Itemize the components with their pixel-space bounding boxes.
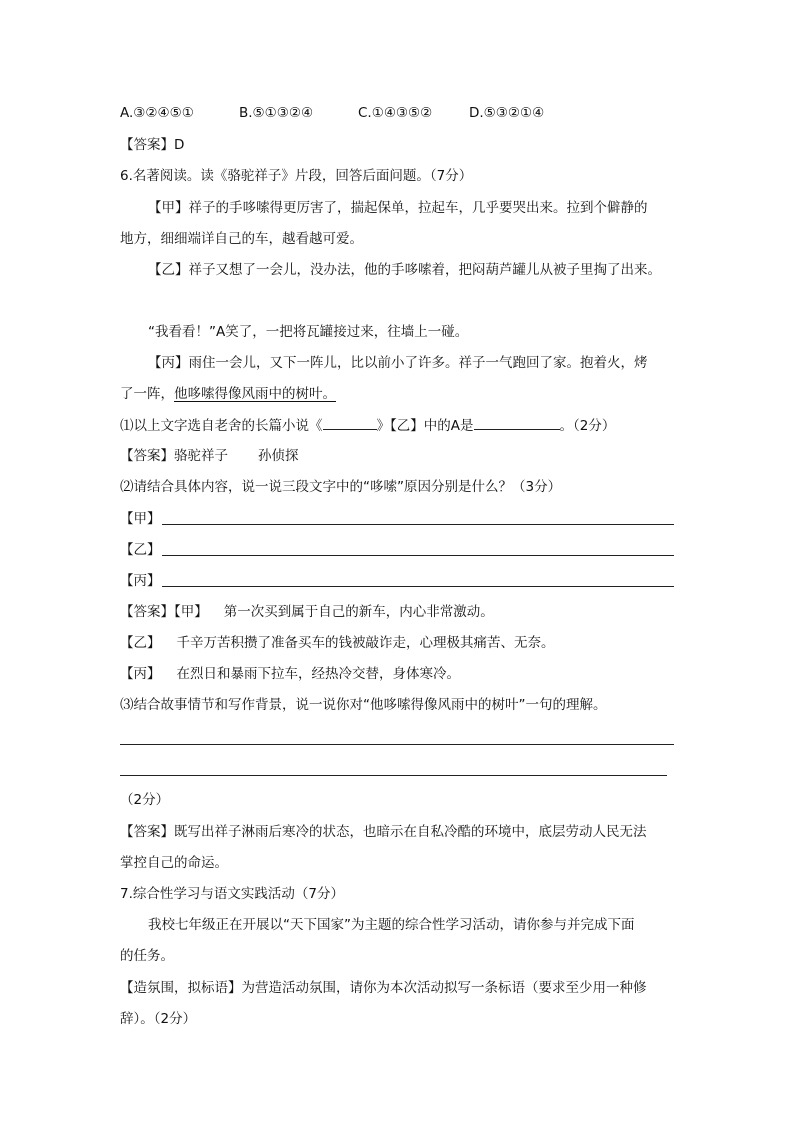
sub-question-2: ⑵请结合具体内容，说一说三段文字中的“哆嗦”原因分别是什么？（3分） (120, 479, 562, 495)
ans-yi-label: 【乙】 (120, 635, 161, 651)
answer-character: 孙侦探 (258, 448, 299, 464)
sub3-answer-line1: 【答案】既写出祥子淋雨后寒冷的状态，也暗示在自私冷酷的环境中，底层劳动人民无法 (120, 824, 647, 840)
sub3-answer-line2: 掌控自己的命运。 (120, 855, 228, 871)
q7-intro-line1: 我校七年级正在开展以“天下国家”为主题的综合性学习活动，请你参与并完成下面 (148, 917, 635, 933)
answer-value: D (174, 137, 185, 153)
passage-yi-line2: “我看看！”A笑了，一把将瓦罐接过来，往墙上一碰。 (148, 324, 469, 340)
sub-question-3: ⑶结合故事情节和写作背景，说一说你对“他哆嗦得像风雨中的树叶”一句的理解。 (120, 697, 607, 713)
sub2-answer-yi (120, 633, 555, 653)
ans-jia-text: 第一次买到属于自己的新车，内心非常激动。 (223, 604, 494, 620)
sub3-score: （2分） (120, 792, 170, 808)
sub2-answer-bing (120, 664, 460, 684)
option-b: B.⑤①③②④ (239, 105, 314, 121)
blank-label-bing: 【丙】 (120, 573, 161, 589)
option-c: C.①④③⑤② (358, 105, 433, 121)
answer-line-yi[interactable] (162, 555, 674, 556)
passage-bing-text: 了一阵， (120, 386, 174, 402)
answer-line-1[interactable] (120, 744, 674, 745)
blank-label-yi: 【乙】 (120, 542, 161, 558)
answer-novel: 骆驼祥子 (174, 448, 228, 464)
sub1-text-mid: 》【乙】中的A是 (376, 418, 474, 434)
ans-bing-label: 【丙】 (120, 666, 161, 682)
q7-task-line1: 【造氛围，拟标语】为营造活动氛围，请你为本次活动拟写一条标语（要求至少用一种修 (120, 980, 647, 996)
answer-label: 【答案】 (120, 448, 174, 464)
q5-answer (120, 135, 184, 155)
passage-yi-line1: 【乙】祥子又想了一会儿，没办法，他的手哆嗦着，把闷葫芦罐儿从被子里掏了出来。 (148, 262, 661, 278)
option-d: D.⑤③②①④ (469, 105, 545, 121)
answer-line-2[interactable] (120, 775, 667, 776)
passage-bing-line1: 【丙】雨住一会儿，又下一阵儿，比以前小了许多。祥子一气跑回了家。抱着火，烤 (148, 355, 648, 371)
sub1-text-pre: ⑴以上文字选自老舍的长篇小说《 (120, 418, 323, 434)
passage-jia-line2: 地方，细细端详自己的车，越看越可爱。 (120, 231, 363, 247)
underlined-sentence: 他哆嗦得像风雨中的树叶。 (174, 386, 336, 402)
q6-title: 6.名著阅读。读《骆驼祥子》片段，回答后面问题。（7分） (120, 168, 473, 184)
passage-bing-line2 (120, 384, 336, 404)
answer-label: 【答案】 (120, 137, 174, 153)
ans-jia-label: 【甲】 (174, 604, 208, 620)
sub1-text-post: 。（2分） (559, 418, 616, 434)
blank-novel-title[interactable] (323, 415, 377, 430)
q7-task-line2: 辞）。（2分） (120, 1011, 197, 1027)
ans-yi-text: 千辛万苦积攒了准备买车的钱被敲诈走，心理极其痛苦、无奈。 (176, 635, 555, 651)
answer-line-bing[interactable] (162, 586, 674, 587)
sub-question-1 (120, 415, 615, 436)
q7-intro-line2: 的任务。 (120, 948, 174, 964)
q7-title: 7.综合性学习与语文实践活动（7分） (120, 886, 344, 902)
answer-line-jia[interactable] (162, 524, 674, 525)
blank-character-a[interactable] (474, 415, 560, 430)
ans-bing-text: 在烈日和暴雨下拉车，经热冷交替，身体寒冷。 (176, 666, 460, 682)
answer-label: 【答案】 (120, 604, 174, 620)
sub1-answer (120, 446, 299, 466)
blank-label-jia: 【甲】 (120, 511, 161, 527)
option-a: A.③②④⑤① (120, 105, 194, 121)
passage-jia-line1: 【甲】祥子的手哆嗦得更厉害了，揣起保单，拉起车，几乎要哭出来。拉到个僻静的 (148, 200, 648, 216)
sub2-answer-jia (120, 602, 494, 622)
